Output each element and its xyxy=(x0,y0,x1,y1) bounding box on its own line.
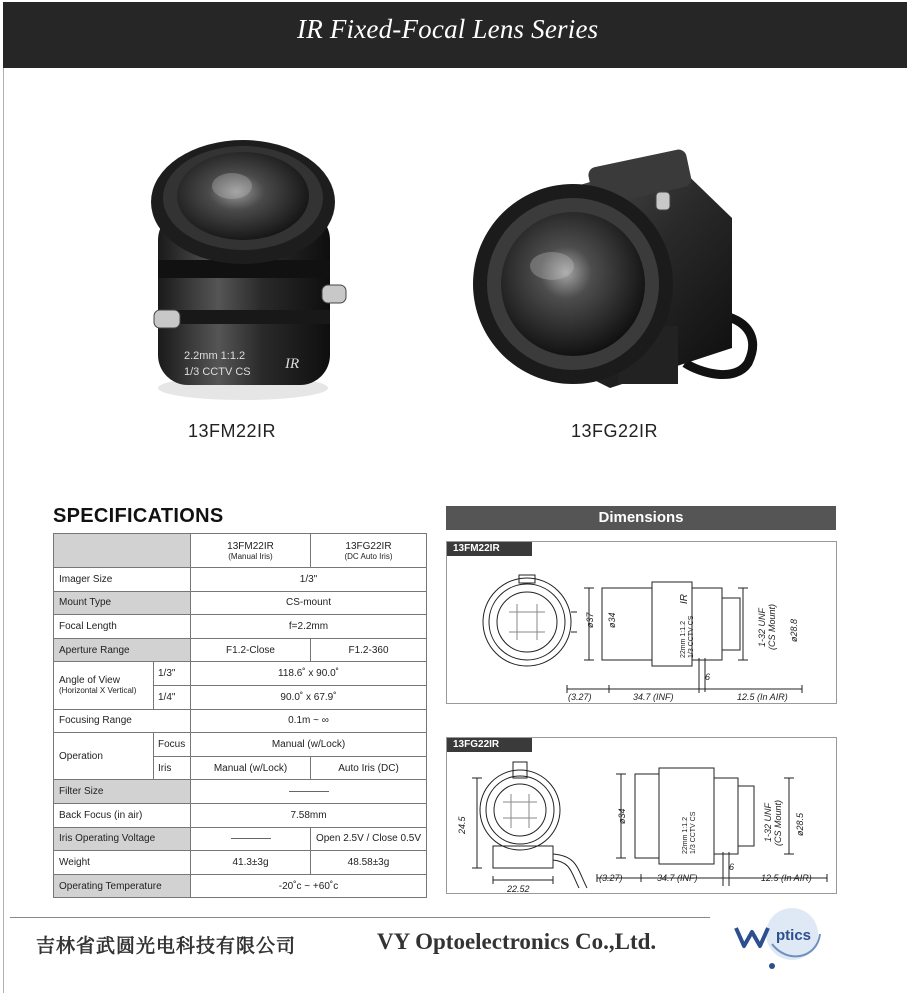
spec-value-mount-type: CS-mount xyxy=(191,591,427,615)
dim-fg-lens-marking-2: 1/3 CCTV CS xyxy=(690,811,697,854)
spec-value-aperture-13fm22ir: F1.2-Close xyxy=(191,638,311,662)
dim-fm-thread: 1-32 UNF xyxy=(757,607,767,647)
title-bar xyxy=(3,2,907,68)
spec-value-focusing-range: 0.1m ~ ∞ xyxy=(191,709,427,733)
spec-value-back-focus: 7.58mm xyxy=(191,803,427,827)
spec-value-weight-13fg22ir: 48.58±3g xyxy=(311,851,427,875)
spec-label-focusing-range: Focusing Range xyxy=(54,709,191,733)
spec-col-model: 13FM22IR xyxy=(227,540,274,552)
footer-divider xyxy=(10,917,710,918)
spec-value-focal-length: f=2.2mm xyxy=(191,615,427,639)
product-caption-13fm22ir: 13FM22IR xyxy=(188,421,277,441)
spec-col-13fm22ir xyxy=(191,534,311,568)
dim-fg-len2: 34.7 (INF) xyxy=(657,873,698,883)
spec-col-model: 13FG22IR xyxy=(345,540,392,552)
dimension-svg-13fm22ir xyxy=(447,542,838,705)
lens-marking-line1: 2.2mm 1:1.2 xyxy=(184,350,246,362)
spec-label-focal-length: Focal Length xyxy=(54,615,191,639)
dash-mark xyxy=(231,838,271,839)
spec-label-aperture-range: Aperture Range xyxy=(54,638,191,662)
company-name-english: VY Optoelectronics Co.,Ltd. xyxy=(377,929,657,954)
spec-col-note: (Manual Iris) xyxy=(228,551,273,561)
dimension-tag-13fg22ir: 13FG22IR xyxy=(447,738,532,752)
dim-fm-d28: ø28.8 xyxy=(789,618,799,642)
spec-label-angle-of-view xyxy=(54,662,154,709)
lens-marking-line2: 1/3 CCTV CS xyxy=(184,366,251,378)
spec-col-13fg22ir xyxy=(311,534,427,568)
spec-label-focus: Focus xyxy=(154,733,191,757)
spec-label-text: Angle of View xyxy=(59,675,120,687)
dim-fm-lens-marking-2: 1/3 CCTV CS xyxy=(688,615,695,658)
spec-value-iris-13fm22ir: Manual (w/Lock) xyxy=(191,756,311,780)
spec-label-operation: Operation xyxy=(54,733,154,780)
spec-label-mount-type: Mount Type xyxy=(54,591,191,615)
spec-label-iris-voltage: Iris Operating Voltage xyxy=(54,827,191,851)
spec-header-blank xyxy=(54,534,191,568)
spec-label-weight: Weight xyxy=(54,851,191,875)
dim-fm-ir-badge: IR xyxy=(679,594,690,604)
dim-fm-d37: ø37 xyxy=(585,612,595,628)
spec-label-back-focus: Back Focus (in air) xyxy=(54,803,191,827)
dimension-svg-13fg22ir xyxy=(447,738,838,895)
company-name-chinese: 吉林省武圆光电科技有限公司 xyxy=(36,935,297,957)
spec-label-iris: Iris xyxy=(154,756,191,780)
logo-text: ptics xyxy=(776,927,812,944)
spec-value-angle-1-4: 90.0˚ x 67.9˚ xyxy=(191,685,427,709)
spec-value-iris-voltage-13fg22ir: Open 2.5V / Close 0.5V xyxy=(311,827,427,851)
product-caption-13fg22ir: 13FG22IR xyxy=(571,421,659,441)
dim-fm-lens-marking-1: 22mm 1:1.2 xyxy=(680,621,687,658)
spec-value-operating-temp: -20˚c ~ +60˚c xyxy=(191,874,427,898)
spec-col-note: (DC Auto Iris) xyxy=(344,551,393,561)
dim-fm-six: 6 xyxy=(705,672,711,682)
dim-fg-w2252: 22.52 xyxy=(507,884,530,894)
dim-fg-len1: (3.27) xyxy=(599,873,623,883)
dim-fg-d28: ø28.5 xyxy=(795,812,805,836)
spec-value-angle-1-3: 118.6˚ x 90.0˚ xyxy=(191,662,427,686)
dim-fm-len3: 12.5 (In AIR) xyxy=(737,692,788,702)
spec-value-focus: Manual (w/Lock) xyxy=(191,733,427,757)
dim-fg-len3: 12.5 (In AIR) xyxy=(761,873,812,883)
lens-ir-badge: IR xyxy=(285,356,300,372)
dimensions-heading: Dimensions xyxy=(446,506,836,530)
spec-format-1-3: 1/3" xyxy=(154,662,191,686)
spec-value-imager-size: 1/3" xyxy=(191,568,427,592)
company-logo xyxy=(732,904,822,974)
frame-line xyxy=(3,68,4,993)
dim-fg-mount: (CS Mount) xyxy=(773,799,783,846)
spec-label-filter-size: Filter Size xyxy=(54,780,191,804)
lens-photo-13fm22ir xyxy=(140,140,355,405)
spec-value-weight-13fm22ir: 41.3±3g xyxy=(191,851,311,875)
specifications-heading: SPECIFICATIONS xyxy=(53,505,224,527)
dim-fm-len1: (3.27) xyxy=(568,692,592,702)
dimension-drawing-13fm22ir xyxy=(446,541,837,704)
spec-value-filter-size xyxy=(191,780,427,804)
dim-fg-thread: 1-32 UNF xyxy=(763,802,773,842)
page-title: IR Fixed-Focal Lens Series xyxy=(297,14,599,44)
dash-mark xyxy=(289,791,329,792)
dim-fg-six: 6 xyxy=(729,862,735,872)
spec-label-sub: (Horizontal X Vertical) xyxy=(59,686,137,696)
spec-format-1-4: 1/4" xyxy=(154,685,191,709)
spec-label-operating-temp: Operating Temperature xyxy=(54,874,191,898)
dim-fg-h245: 24.5 xyxy=(457,816,467,834)
spec-value-iris-13fg22ir: Auto Iris (DC) xyxy=(311,756,427,780)
spec-label-imager-size: Imager Size xyxy=(54,568,191,592)
lens-photo-13fg22ir xyxy=(470,148,760,400)
dimension-drawing-13fg22ir xyxy=(446,737,837,894)
dimension-tag-13fm22ir: 13FM22IR xyxy=(447,542,532,556)
spec-value-aperture-13fg22ir: F1.2-360 xyxy=(311,638,427,662)
dim-fg-d34: ø34 xyxy=(617,808,627,824)
dim-fm-d34: ø34 xyxy=(607,612,617,628)
dim-fm-len2: 34.7 (INF) xyxy=(633,692,674,702)
dim-fm-mount: (CS Mount) xyxy=(767,603,777,650)
dim-fg-lens-marking-1: 22mm 1:1.2 xyxy=(682,817,689,854)
specifications-table xyxy=(53,533,427,898)
spec-value-iris-voltage-13fm22ir xyxy=(191,827,311,851)
